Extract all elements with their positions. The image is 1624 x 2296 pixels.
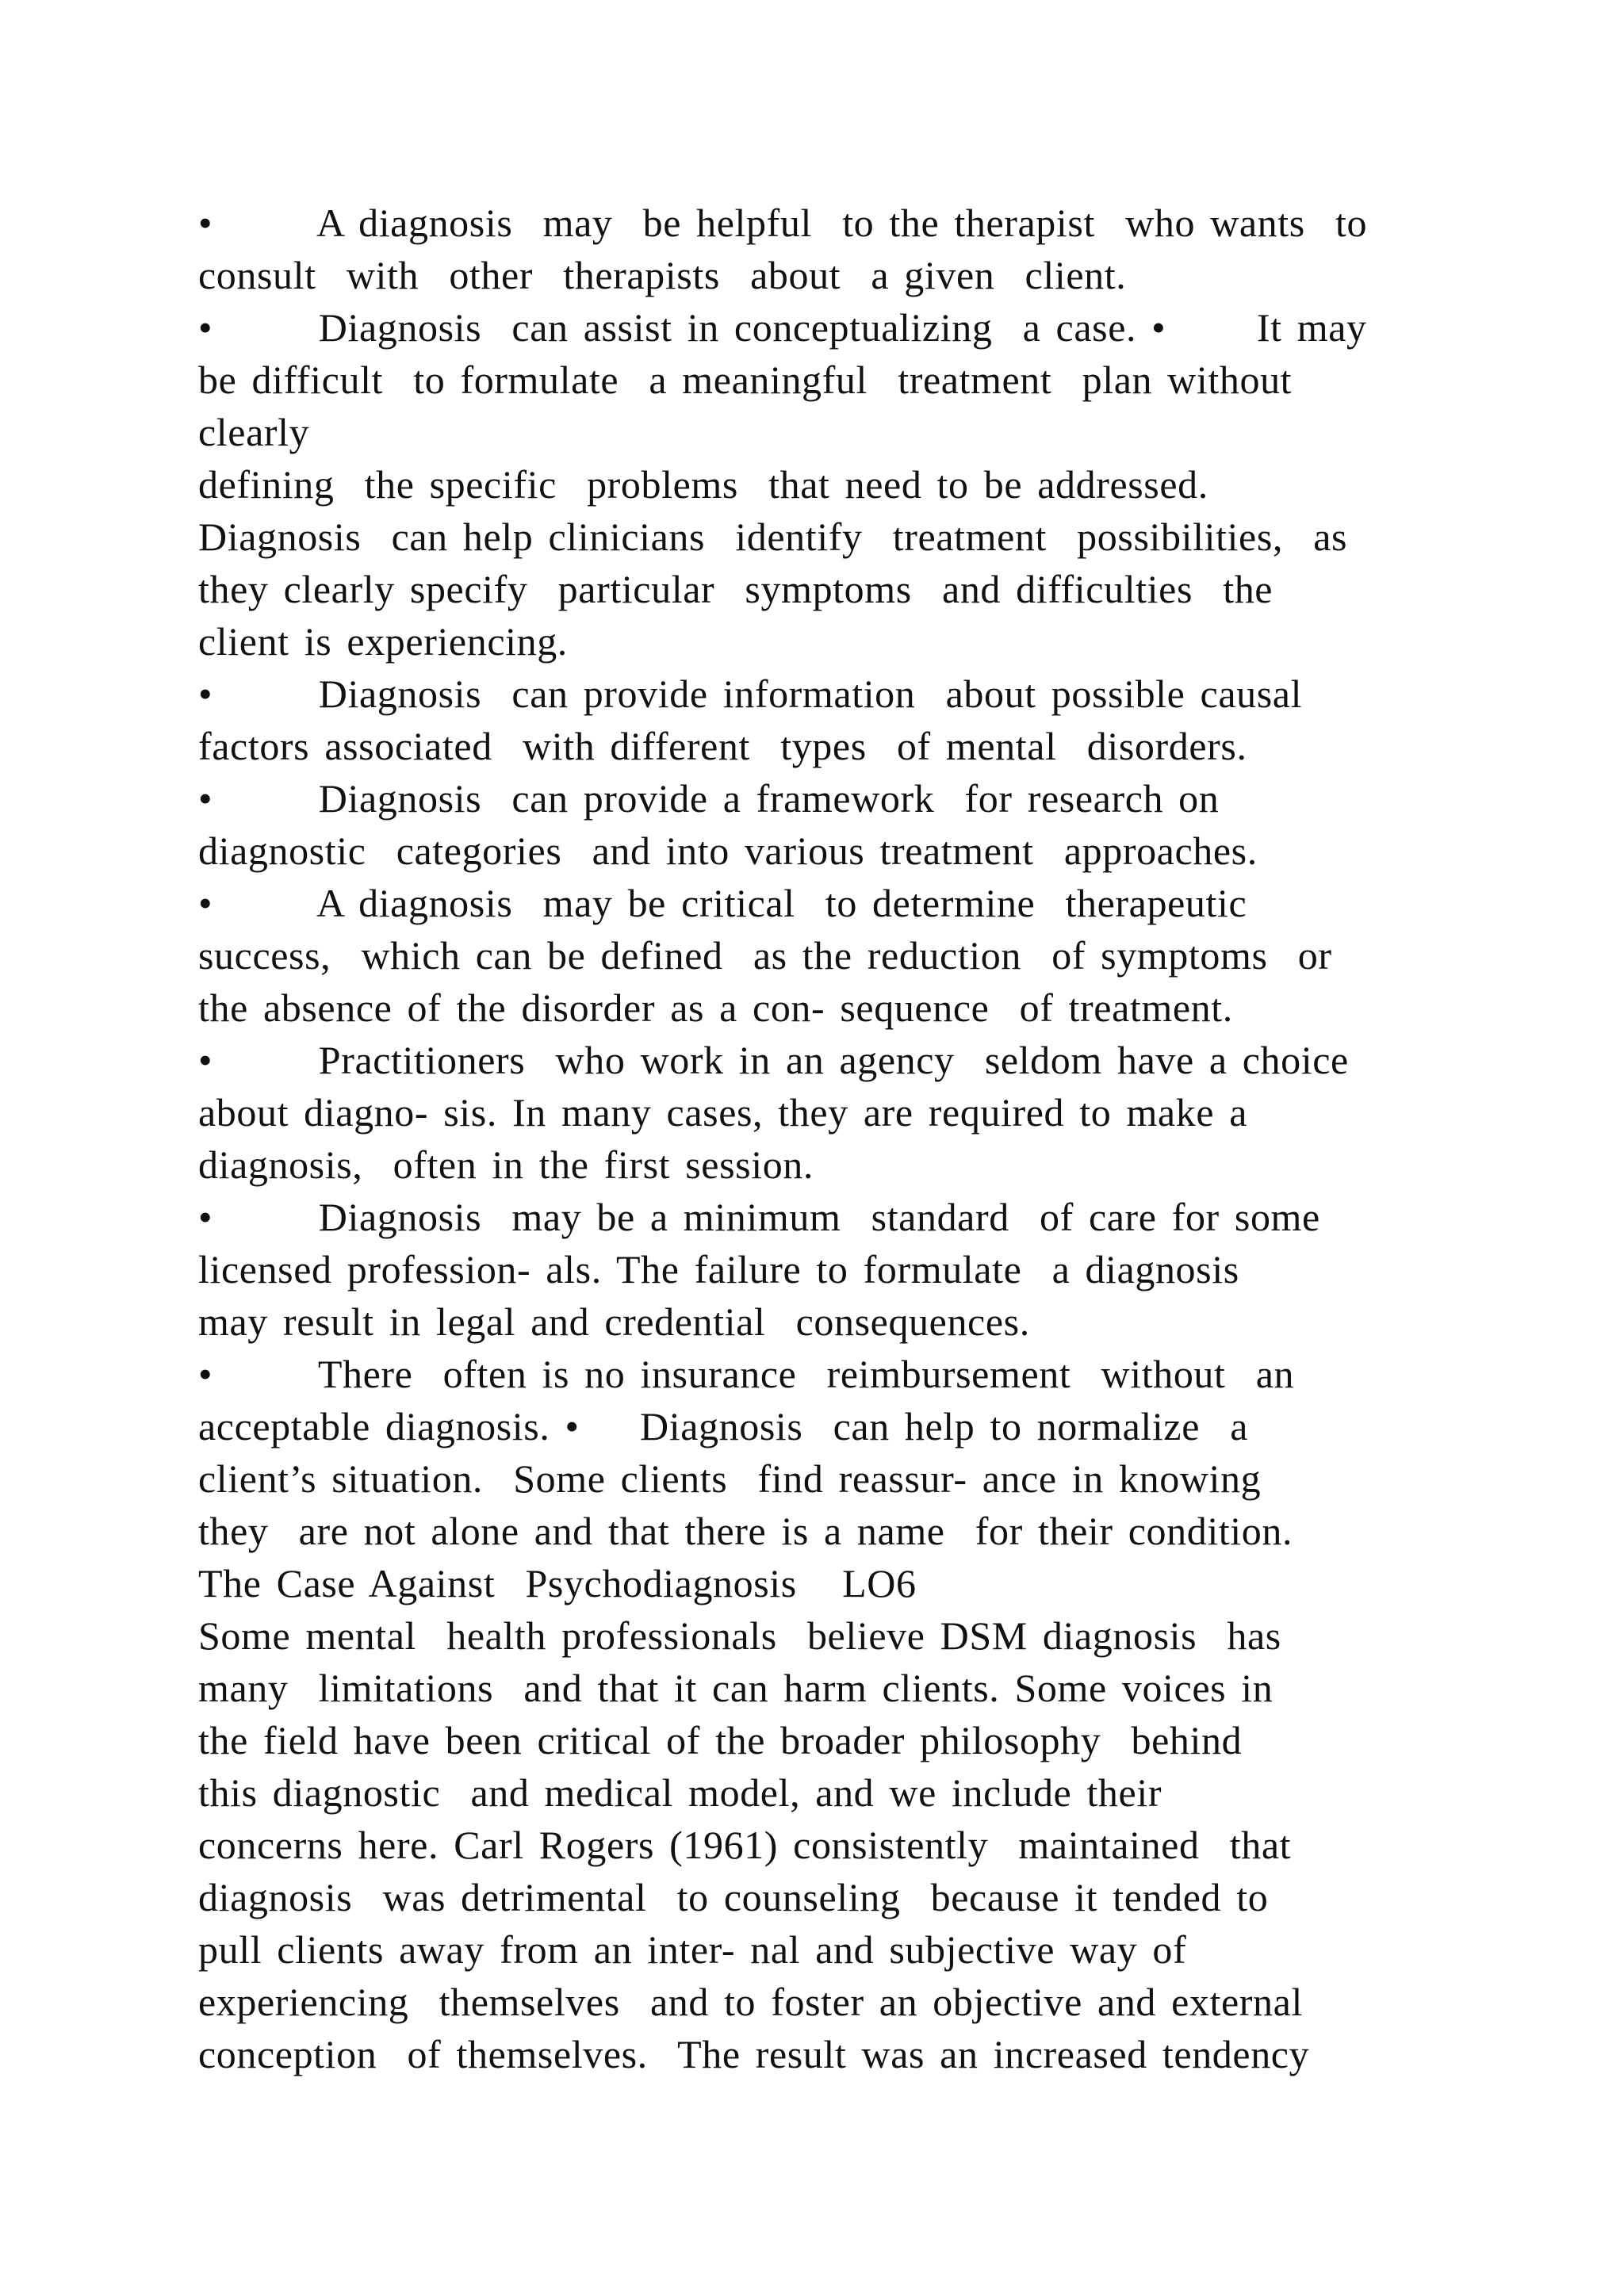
text-line: licensed profession- als. The failure to formulate a diagnosis [198,1247,1239,1292]
text-line: concerns here. Carl Rogers (1961) consistently maintained that [198,1823,1292,1867]
text-line: experiencing themselves and to foster an objective and external [198,1980,1303,2024]
text-line: be difficult to formulate a meaningful treatment plan without [198,358,1293,402]
text-line: diagnostic categories and into various treatment approaches. [198,828,1258,873]
text-line: diagnosis was detrimental to counseling because it tended to [198,1875,1269,1919]
text-line: Diagnosis can help clinicians identify treatment possibilities, as [198,515,1348,559]
text-line: the absence of the disorder as a con- sequence of treatment. [198,985,1233,1030]
text-line: client is experiencing. [198,619,568,664]
text-line: • A diagnosis may be helpful to the therapist who wants to [198,201,1368,245]
text-line: • Diagnosis may be a minimum standard of care for some [198,1195,1320,1239]
text-line: Some mental health professionals believe DSM diagnosis has [198,1613,1281,1658]
text-line: may result in legal and credential consequences. [198,1299,1030,1344]
text-line: acceptable diagnosis. • Diagnosis can help to normalize a [198,1404,1248,1448]
text-line: consult with other therapists about a given client. [198,253,1127,297]
text-line: defining the specific problems that need to be addressed. [198,462,1208,507]
body-text [198,197,1530,2080]
text-line: • Diagnosis can provide a framework for research on [198,776,1220,821]
text-line: success, which can be defined as the reduction of symptoms or [198,933,1332,978]
text-line: they clearly specify particular symptoms and difficulties the [198,567,1274,611]
text-line: they are not alone and that there is a name for their condition. [198,1509,1293,1553]
section-heading: The Case Against Psychodiagnosis LO6 [198,1561,917,1605]
text-line: client’s situation. Some clients find reassur- ance in knowing [198,1456,1262,1501]
text-line: the field have been critical of the broader philosophy behind [198,1718,1243,1762]
text-line: • Practitioners who work in an agency seldom have a choice [198,1038,1349,1082]
text-line: this diagnostic and medical model, and we include their [198,1770,1162,1815]
text-line: pull clients away from an inter- nal and subjective way of [198,1927,1187,1972]
text-line: • There often is no insurance reimbursement without an [198,1352,1295,1396]
text-line: about diagno- sis. In many cases, they are required to make a [198,1090,1248,1135]
text-line: factors associated with different types of mental disorders. [198,724,1247,768]
text-line: • Diagnosis can assist in conceptualizing a case. • It may [198,305,1367,350]
text-line: conception of themselves. The result was an increased tendency [198,2032,1310,2076]
text-line: • Diagnosis can provide information about possible causal [198,672,1303,716]
text-line: diagnosis, often in the first session. [198,1142,814,1187]
text-line: • A diagnosis may be critical to determine therapeutic [198,881,1247,925]
text-line: many limitations and that it can harm clients. Some voices in [198,1666,1274,1710]
text-line: clearly [198,410,310,454]
